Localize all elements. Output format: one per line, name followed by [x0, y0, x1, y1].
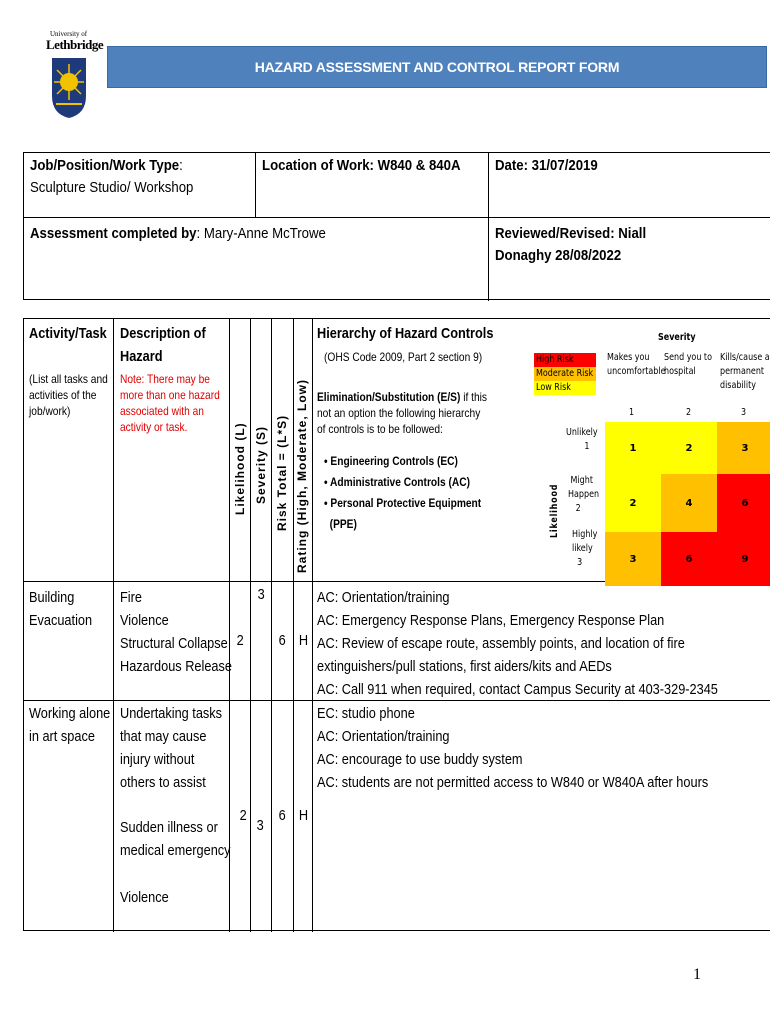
matrix-cell-1-1: 1 [605, 422, 661, 474]
row2-risk: 6 [278, 807, 286, 824]
university-logo [44, 26, 104, 124]
hierarchy-title: Hierarchy of Hazard Controls [317, 325, 494, 342]
description-header: Description of Hazard [120, 325, 206, 365]
row1-controls: AC: Orientation/training AC: Emergency Response Plans, Emergency Response Plan AC: Review of escape route, assembly points, and location of fire extinguishers/pull stations, first aiders/kits and AEDs AC: Call 911 when required, contact Campus Security at 403-329-2345 [317, 589, 718, 698]
row1-risk: 6 [278, 632, 286, 649]
risk-matrix [508, 328, 770, 590]
job-type-value: Sculpture Studio/ Workshop [30, 179, 194, 196]
row2-hazards-violence: Violence [120, 889, 169, 906]
matrix-severity-title: Severity [658, 332, 696, 343]
rating-header: Rating (High, Moderate, Low) [295, 379, 309, 573]
row1-likelihood: 2 [236, 632, 244, 649]
matrix-cell-3-3: 9 [717, 532, 770, 586]
likelihood-label-1: Unlikely 1 [566, 427, 598, 452]
hierarchy-ref: (OHS Code 2009, Part 2 section 9) [324, 350, 483, 364]
likelihood-header: Likelihood (L) [233, 422, 247, 515]
matrix-cell-2-3: 6 [717, 474, 770, 532]
row1-activity: Building Evacuation [29, 589, 93, 629]
severity-num-1: 1 [629, 407, 635, 418]
hazard-table [23, 318, 770, 931]
legend-high: High Risk [534, 353, 596, 367]
row2-severity: 3 [256, 817, 264, 834]
header-info-table [23, 152, 770, 300]
matrix-cell-3-2: 6 [661, 532, 717, 586]
location-field: Location of Work: W840 & 840A [262, 157, 461, 174]
severity-label-1: Makes you uncomfortable [607, 352, 666, 377]
severity-header: Severity (S) [254, 425, 268, 504]
job-type-field: Job/Position/Work Type: Sculpture Studio/ Workshop [30, 157, 194, 196]
severity-num-3: 3 [741, 407, 747, 418]
logo-line1: University of [50, 30, 88, 38]
description-note: Note: There may be more than one hazard associated with an activity or task. [120, 372, 220, 434]
date-field: Date: 31/07/2019 [495, 157, 598, 174]
form-title: HAZARD ASSESSMENT AND CONTROL REPORT FORM [107, 46, 767, 88]
likelihood-label-3: Highly likely 3 [572, 529, 598, 568]
activity-header: Activity/Task [29, 325, 107, 342]
row2-likelihood: 2 [239, 807, 247, 824]
row1-severity: 3 [257, 586, 265, 603]
matrix-likelihood-title: Likelihood [549, 483, 560, 538]
severity-num-2: 2 [686, 407, 692, 418]
reviewed-field: Reviewed/Revised: Niall Donaghy 28/08/2022 [495, 225, 647, 264]
assessment-field: Assessment completed by: Mary-Anne McTrowe [30, 225, 326, 242]
elimination-text: Elimination/Substitution (E/S) if this not an option the following hierarchy of controls is to be followed: [317, 390, 487, 436]
row2-rating: H [298, 807, 309, 824]
row2-activity: Working alone in art space [29, 705, 111, 745]
crest-icon [50, 56, 88, 120]
risk-total-header: Risk Total = (L*S) [275, 414, 289, 531]
page-number: 1 [693, 966, 701, 983]
logo-line2: Lethbridge [46, 37, 104, 52]
row1-rating: H [298, 632, 309, 649]
row2-controls: EC: studio phone AC: Orientation/training AC: encourage to use buddy system AC: students are not permitted access to W840 or W840A after hours [317, 705, 709, 791]
activity-note: (List all tasks and activities of the job/work) [29, 372, 108, 418]
row2-hazards: Undertaking tasks that may cause injury without others to assist [120, 705, 223, 791]
likelihood-label-2: Might Happen 2 [568, 475, 600, 514]
legend-moderate: Moderate Risk [534, 367, 596, 381]
matrix-cell-2-1: 2 [605, 474, 661, 532]
matrix-cell-1-2: 2 [661, 422, 717, 474]
row1-hazards: Fire Violence Structural Collapse Hazardous Release [120, 589, 232, 675]
legend-low: Low Risk [534, 381, 596, 395]
severity-label-3: Kills/cause a permanent disability [720, 352, 770, 391]
matrix-cell-1-3: 3 [717, 422, 770, 474]
matrix-cell-2-2: 4 [661, 474, 717, 532]
controls-list: • Engineering Controls (EC) • Administrative Controls (AC) • Personal Protective Equipment (PPE) [324, 454, 482, 531]
matrix-cell-3-1: 3 [605, 532, 661, 586]
severity-label-2: Send you to hospital [664, 352, 712, 377]
row2-hazards-illness: Sudden illness or medical emergency [120, 819, 231, 859]
